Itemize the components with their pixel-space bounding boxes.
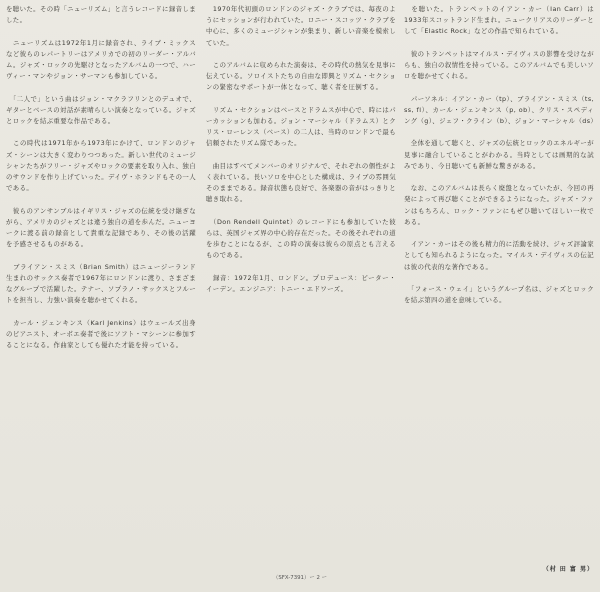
paragraph: なお、このアルバムは長らく廃盤となっていたが、今回の再発によって再び聴くことができるようになった。ジャズ・ファンはもちろん、ロック・ファンにもぜひ聴いてほしい一枚である。 [404, 184, 594, 226]
paragraph: 録音：1972年1月、ロンドン。プロデュース：ピーター・イーデン。エンジニア：トニー・エドワーズ。 [206, 273, 396, 293]
paragraph: カール・ジェンキンス（Karl Jenkins）はウェールズ出身のピアニスト、オーボエ奏者で後にソフト・マシーンに参加することになる。作曲家としても優れた才能を持っている。 [6, 318, 196, 349]
paragraph: 彼のトランペットはマイルス・デイヴィスの影響を受けながらも、独自の叙情性を持っている。このアルバムでも美しいソロを聴かせてくれる。 [404, 49, 594, 81]
paragraph: を聴いた。その時「ニューリズム」と言うレコードに録音しました。 [6, 5, 197, 25]
paragraph: 彼らのアンサンブルはイギリス・ジャズの伝統を受け継ぎながら、アメリカのジャズとは違う独自の道を歩んだ。ニューヨークに渡る前の録音として貴重な記録であり、その後の活躍を予感させるものがある。 [6, 206, 196, 249]
paragraph: 「フォース・ウェイ」というグループ名は、ジャズとロックを結ぶ第四の道を意味している。 [404, 284, 594, 305]
paragraph: ブライアン・スミス（Brian Smith）はニュージーランド生まれのサックス奏者で1967年にロンドンに渡り、さまざまなグループで活躍した。テナー、ソプラノ・サックスとフルートを担当し、力強い演奏を聴かせてくれる。 [6, 262, 196, 305]
paragraph: この時代は1971年から1973年にかけて、ロンドンのジャズ・シーンは大きく変わりつつあった。新しい世代のミュージシャンたちがフリー・ジャズやロックの要素を取り入れ、独自のサウンドを作り上げていった。デイヴ・ホランドもその一人である。 [6, 139, 196, 193]
page-number: （SFX-7391）ー 2 ー [272, 575, 328, 581]
paragraph: （Don Rendell Quintet）のレコードにも参加していた彼らは、英国ジャズ界の中心的存在だった。その後それぞれの道を歩むことになるが、この時の演奏は彼らの原点とも言えるものである。 [206, 217, 397, 260]
text-column-right [404, 4, 598, 318]
paragraph: ニューリズムは1972年1月に録音され、ライブ・ミックスなど彼らのレパートリーはアメリカでの初のリーダー・アルバム。ジャズ・ロックの先駆けとなったアルバムの一つで、ハーヴィー・マンやジョン・サーマンも参加している。 [6, 38, 196, 81]
paragraph: 「二人で」という曲はジョン・マクラフリンとのデュオで、ギターとベースの対話が素晴らしい演奏となっている。ジャズとロックを結ぶ重要な作品である。 [6, 94, 196, 125]
paragraph: パーソネル：イアン・カー（tp）、ブライアン・スミス（ts, ss, fl）、カール・ジェンキンス（p, ob）、クリス・スペディング（g）、ジェフ・クライン（b）、ジョン・マーシャル（ds） [404, 94, 598, 125]
paragraph: 全体を通して聴くと、ジャズの伝統とロックのエネルギーが見事に融合していることがわかる。当時としては画期的な試みであり、今日聴いても新鮮な驚きがある。 [404, 139, 594, 170]
text-column-left [6, 4, 196, 362]
paragraph: を聴いた。トランペットのイアン・カー（Ian Carr）は1933年スコットランド生まれ。ニュークリアスのリーダーとして「Elastic Rock」などの作品で知られている。 [404, 5, 594, 36]
paragraph: 曲目はすべてメンバーのオリジナルで、それぞれの個性がよく表れている。長いソロを中心とした構成は、ライブの雰囲気そのままである。録音状態も良好で、各楽器の音がはっきりと聴き取れる。 [206, 161, 397, 204]
paragraph: イアン・カーはその後も精力的に活動を続け、ジャズ評論家としても知られるようになった。マイルス・デイヴィスの伝記は彼の代表的な著作である。 [404, 240, 594, 271]
paragraph: このアルバムに収められた演奏は、その時代の熱気を見事に伝えている。ソロイストたちの自由な即興とリズム・セクションの緊密なサポートが一体となって、聴く者を圧倒する。 [206, 61, 396, 92]
paragraph: リズム・セクションはベースとドラムスが中心で、時にはパーカッションも加わる。ジョン・マーシャル（ドラムス）とクリス・ローレンス（ベース）の二人は、当時のロンドンで最も信頼されたリズム隊であった。 [206, 105, 396, 148]
paragraph: 1970年代初頭のロンドンのジャズ・クラブでは、毎夜のようにセッションが行われていた。ロニー・スコッツ・クラブを中心に、多くのミュージシャンが集まり、新しい音楽を模索していた。 [206, 5, 396, 47]
text-column-middle [206, 4, 396, 306]
author-credit: （村 田 富 男） [542, 566, 594, 573]
